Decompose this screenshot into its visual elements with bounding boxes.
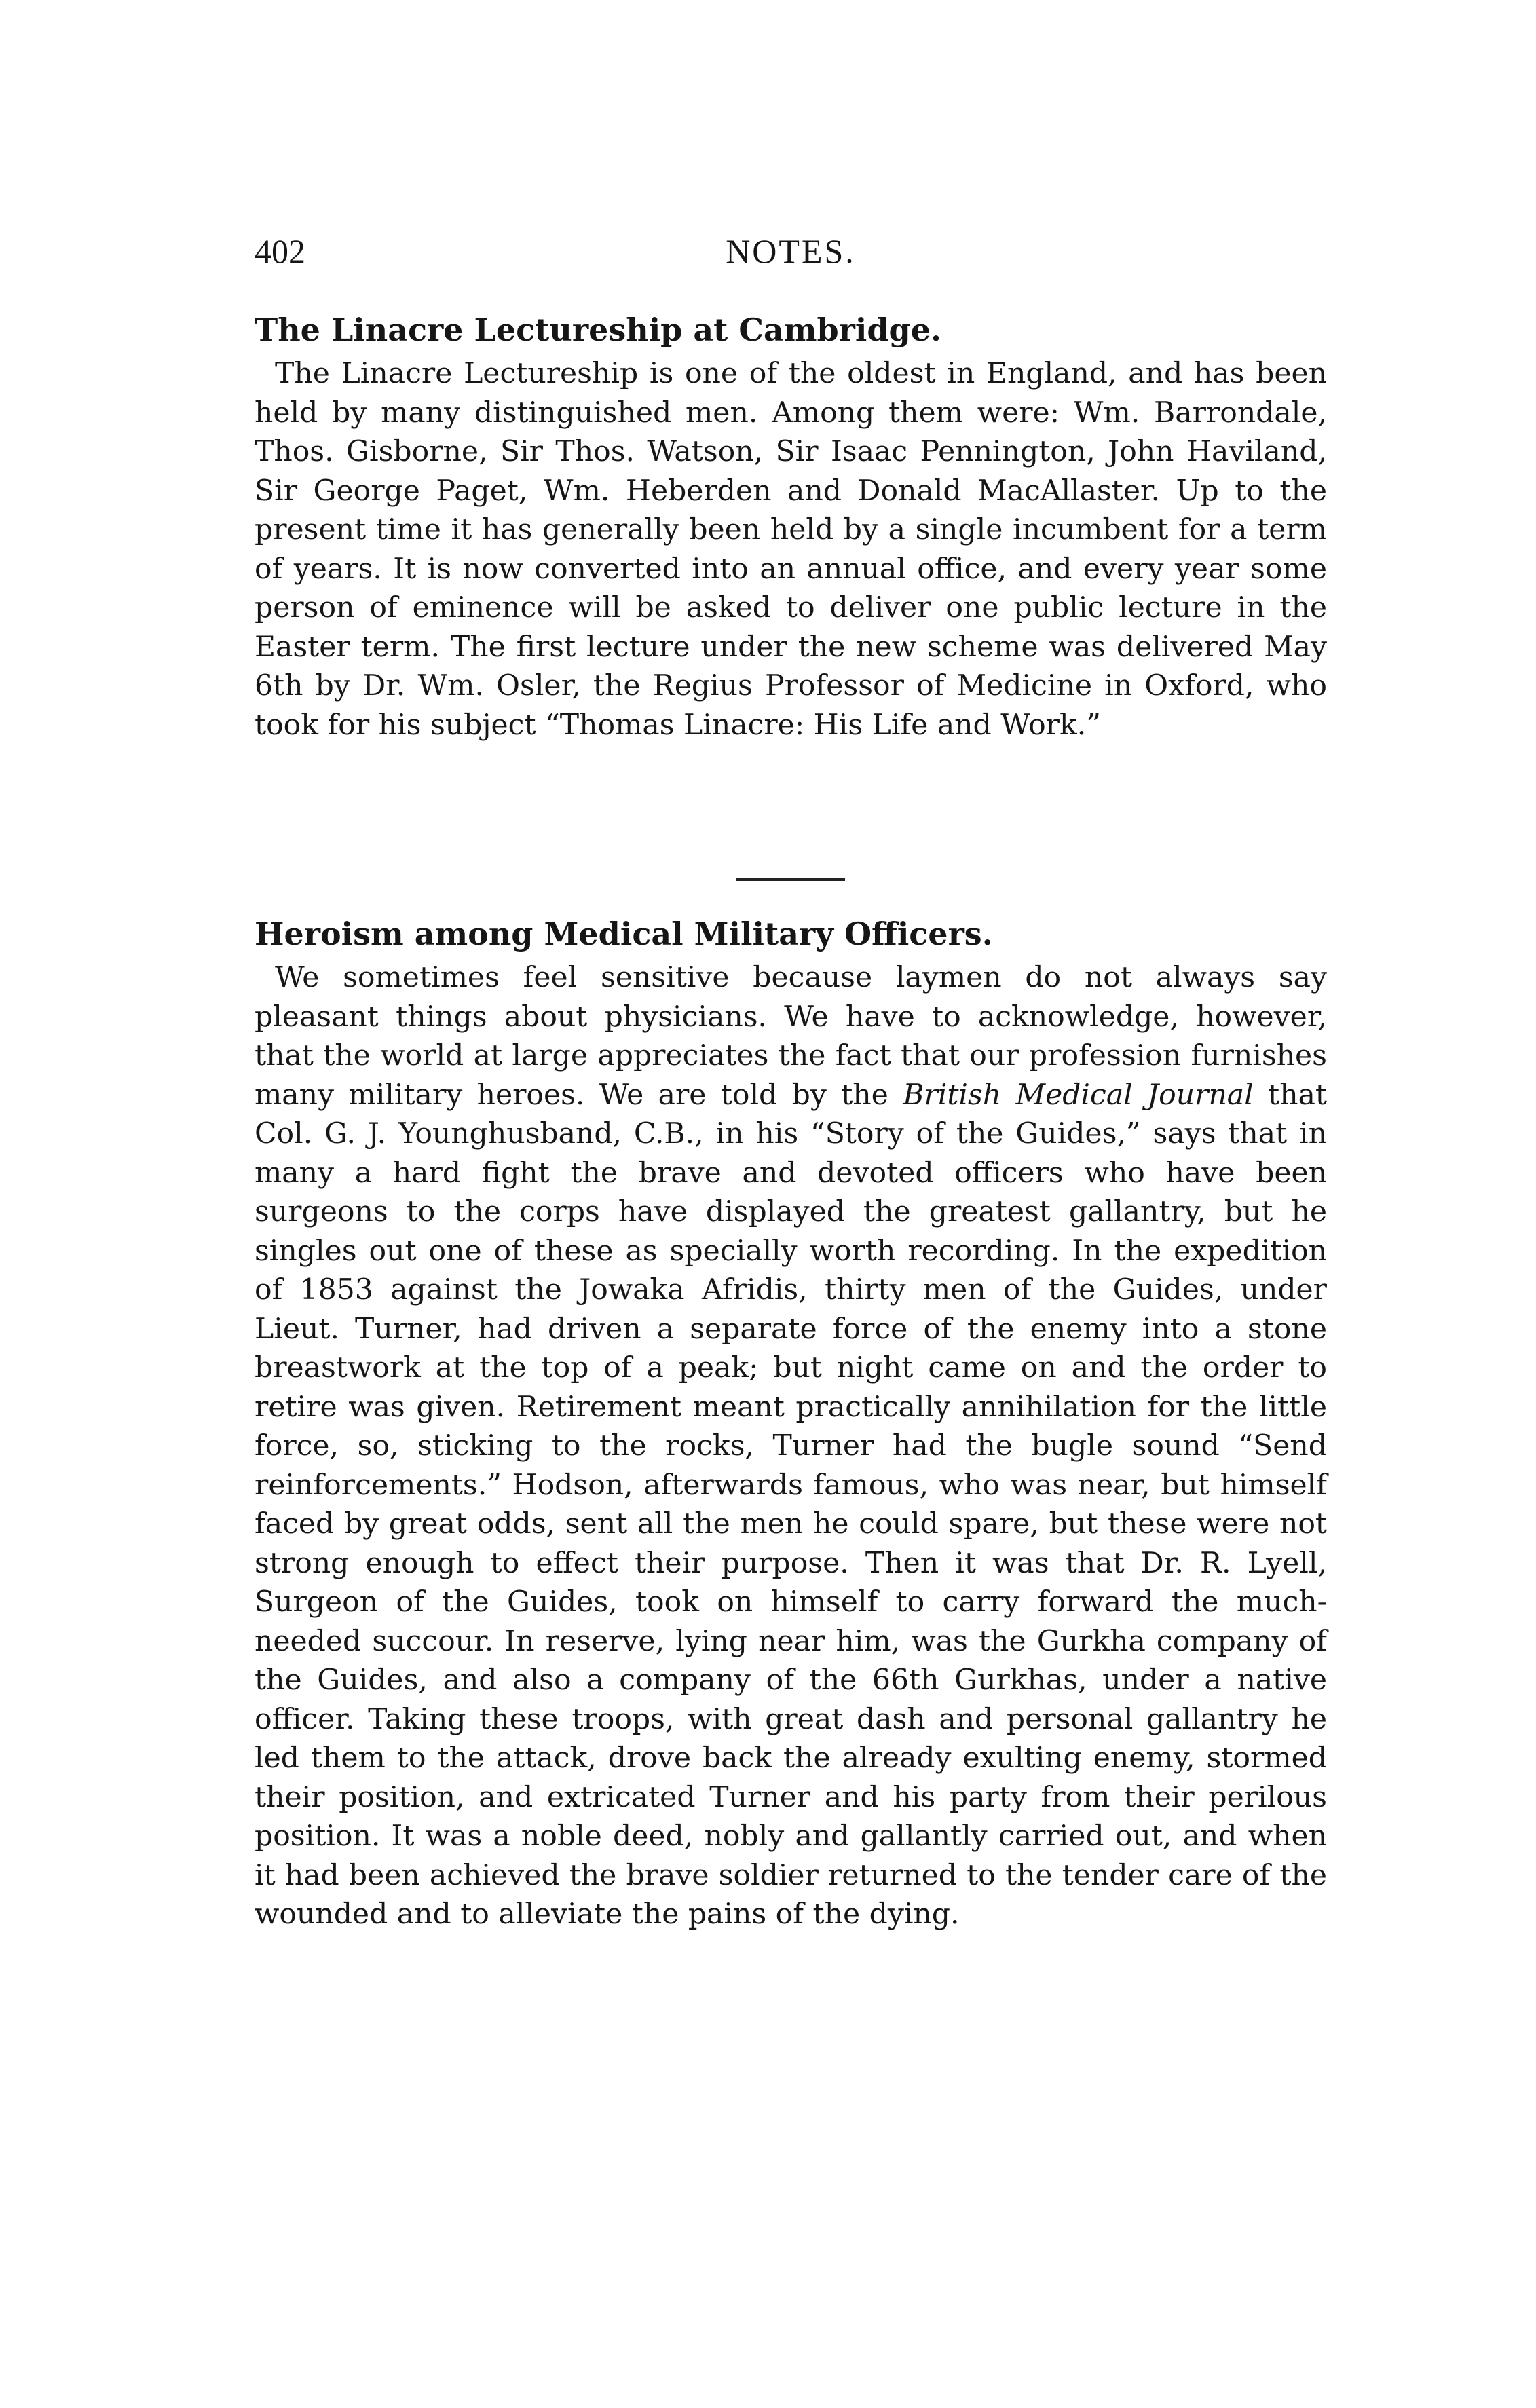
article-heading: The Linacre Lectureship at Cambridge. bbox=[255, 312, 941, 348]
journal-title: British Medical Journal bbox=[903, 1078, 1254, 1112]
article-heroism-medical-officers bbox=[255, 909, 1327, 1934]
article-body bbox=[255, 958, 1327, 1934]
article-body: The Linacre Lectureship is one of the oldest in England, and has been held by many distinguished men. Among them were: Wm. Barrondale, Thos. Gisborne, Sir Thos. Watson, Sir Isaac Pennington, John Haviland, Sir George Paget, Wm. Heberden and Donald MacAllaster. Up to the present time it has generally been held by a single incumbent for a term of years. It is now converted into an annual office, and every year some person of eminence will be asked to deliver one public lecture in the Easter term. The first lecture under the new scheme was delivered May 6th by Dr. Wm. Osler, the Regius Professor of Medicine in Oxford, who took for his subject “Thomas Linacre: His Life and Work.” bbox=[255, 357, 1327, 742]
article-linacre-lectureship bbox=[255, 305, 1327, 745]
running-title: NOTES. bbox=[726, 232, 856, 270]
body-text-segment: that Col. G. J. Younghusband, C.B., in his “Story of the Guides,” says that in many a hard fight the brave and devoted officers who have been surgeons to the corps have displayed the greatest gallantry, but he singles out one of these as specially worth recording. In the expedition of 1853 against the Jowaka Afridis, thirty men of the Guides, under Lieut. Turner, had driven a separate force of the enemy into a stone breastwork at the top of a peak; but night came on and the order to retire was given. Retirement meant practically annihilation for the little force, so, sticking to the rocks, Turner had the bugle sound “Send reinforcements.” Hodson, afterwards famous, who was near, but himself faced by great odds, sent all the men he could spare, but these were not strong enough to effect their purpose. Then it was that Dr. R. Lyell, Surgeon of the Guides, took on himself to carry forward the much-needed succour. In reserve, lying near him, was the Gurkha company of the Guides, and also a company of the 66th Gurkhas, under a native officer. Taking these troops, with great dash and personal gallantry he led them to the attack, drove back the already exulting enemy, stormed their position, and extricated Turner and his party from their perilous position. It was a noble deed, nobly and gallantly carried out, and when it had been achieved the brave soldier returned to the tender care of the wounded and to alleviate the pains of the dying. bbox=[255, 1078, 1327, 1931]
article-heading: Heroism among Medical Military Officers. bbox=[255, 916, 993, 952]
body-text-segment: We sometimes feel sensitive because laymen do not always say pleasant things about physicians. We have to acknowledge, however, that the world at large appreciates the fact that our profession furnishes many military heroes. We are told by the bbox=[255, 961, 1327, 1112]
section-divider bbox=[736, 878, 845, 881]
page-number: 402 bbox=[255, 232, 305, 270]
running-head bbox=[255, 224, 1327, 278]
